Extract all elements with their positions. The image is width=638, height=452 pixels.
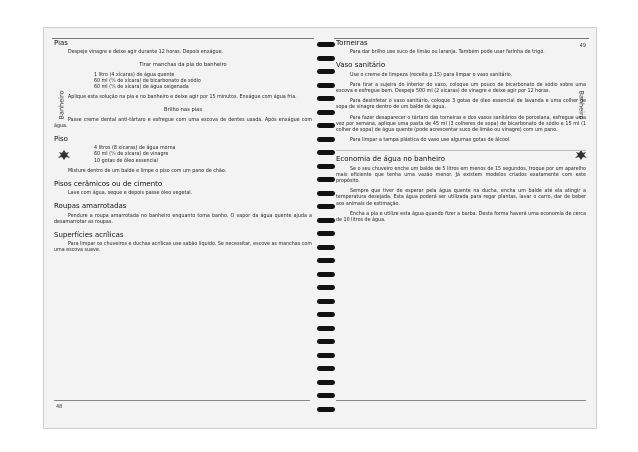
binding-ring: [317, 258, 335, 263]
section-torneiras: [336, 40, 586, 56]
ingredient-list: [54, 146, 312, 165]
ingredient-item: 60 ml (¼ de xícara) de bicarbonato de sódio: [94, 78, 201, 84]
section-brilho: [54, 107, 312, 130]
binding-ring: [317, 299, 335, 304]
ingredient-item: 10 gotas de óleo essencial: [94, 158, 158, 164]
section-title: Piso: [54, 135, 68, 144]
section-title: Superfícies acrílicas: [54, 231, 124, 240]
ingredient-item: 4 litros (8 xícaras) de água morna: [94, 146, 176, 152]
binding-ring: [317, 69, 335, 74]
right-tab-label: Banheiro: [577, 90, 585, 120]
binding-ring: [317, 110, 335, 115]
top-rule-right: [334, 38, 589, 39]
page-number-right: 49: [579, 43, 586, 49]
ingredient-item: 60 ml (¼ de xícara) de água oxigenada: [94, 85, 189, 91]
ingredient-item: 1 litro (4 xícaras) de água quente: [94, 72, 175, 78]
paragraph: Use o creme de limpeza (receita p.15) para limpar o vaso sanitário.: [350, 72, 513, 78]
binding-ring: [317, 137, 335, 142]
section-title: Pias: [54, 40, 68, 47]
section-title: Economia de água no banheiro: [336, 155, 446, 164]
binding-ring: [317, 177, 335, 182]
section-roupas: [54, 203, 312, 226]
section-superficies: [54, 232, 312, 255]
binding-ring: [317, 164, 335, 169]
left-page: [54, 40, 312, 400]
binding-ring: [317, 407, 335, 412]
binding-ring: [317, 245, 335, 250]
binding-ring: [317, 366, 335, 371]
section-pisos-ceramicos: [54, 181, 312, 197]
binding-ring: [317, 204, 335, 209]
section-piso: [54, 136, 312, 175]
binding-ring: [317, 380, 335, 385]
binding-ring: [317, 123, 335, 128]
binding-ring: [317, 231, 335, 236]
right-page: [336, 40, 586, 400]
binding-ring: [317, 96, 335, 101]
section-title: Torneiras: [336, 40, 368, 47]
paragraph: Pendure a roupa amarrotada no banheiro enquanto toma banho. O vapor da água quente ajuda a desamarrotar as roupas.: [54, 213, 312, 225]
binding-ring: [317, 272, 335, 277]
paragraph: Despeje vinagre e deixe agir durante 12 horas. Depois enxágue.: [68, 50, 224, 56]
paragraph: Encha a pia e utilize esta água quando fizer a barba. Desta forma haverá uma economia de cerca de 10 litros de água.: [336, 211, 586, 224]
binding-ring: [317, 218, 335, 223]
binding-ring: [317, 56, 335, 61]
binding-ring: [317, 312, 335, 317]
paragraph: Lave com água, seque e depois passe óleo vegetal.: [68, 191, 193, 197]
left-tab-label: Banheiro: [57, 90, 65, 120]
bottom-rule-left: [54, 400, 310, 401]
section-title: Vaso sanitário: [336, 61, 386, 70]
section-subtitle: Tirar manchas da pia do banheiro: [139, 62, 227, 69]
binding-ring: [317, 339, 335, 344]
binding-ring: [317, 326, 335, 331]
section-vaso: [336, 62, 586, 144]
binding-ring: [317, 285, 335, 290]
paragraph: Para limpar os chuveiros e duchas acrílicas use sabão líquido. Se necessitar, escove as manchas com uma escova suave.: [54, 242, 312, 254]
binding-ring: [317, 150, 335, 155]
ingredient-item: 60 ml (¼ de xícara) de vinagre: [94, 152, 169, 158]
top-rule-left: [52, 38, 314, 39]
paragraph: Para limpar a tampa plástica do vaso use algumas gotas de álcool.: [350, 138, 511, 144]
section-title: Pisos cerâmicos ou de cimento: [54, 180, 163, 189]
binding-ring: [317, 353, 335, 358]
section-tirar-manchas: [54, 62, 312, 101]
binding-ring: [317, 83, 335, 88]
binding-ring: [317, 393, 335, 398]
section-title: Roupas amarrotadas: [54, 202, 127, 211]
paragraph: Para dar brilho use suco de limão ou laranja. Também pode usar farinha de trigo.: [350, 50, 545, 56]
section-subtitle: Brilho nas pias: [163, 107, 203, 114]
paragraph: Para fazer desaparecer o tártaro das torneiras e dos vasos sanitários de porcelana, esfregue uma vez por semana, aplique uma pasta de 45 ml (3 colheres de sopa) de bicarbonato de sódio e 15 ml (1 colher de sopa) de água quente (pode acrescentar suco de limão ou vinagre) com um pano.: [336, 115, 586, 134]
paragraph: Sempre que tiver de esperar pela água quente na ducha, encha um balde até ela atingir a temperatura desejada. Esta água poderá ser utilizada para regar plantas, lavar o carro, dar de beber aos animais de estimação.: [336, 189, 586, 207]
section-economia: [336, 156, 586, 224]
binding-ring: [317, 42, 335, 47]
paragraph: Para tirar a sujeira do interior do vaso, coloque um pouco de bicarbonato de sódio sobre uma escova e esfregue bem. Despeje 500 ml (2 xícaras) de vinagre e deixe agir por 12 horas.: [336, 82, 586, 95]
open-book: [44, 28, 596, 428]
bottom-rule-right: [336, 400, 586, 401]
section-pias: [54, 40, 312, 56]
ingredient-list: [54, 73, 312, 92]
paragraph: Misture dentro de um balde e limpe o piso com um pano de chão.: [68, 168, 227, 174]
section-divider: [336, 150, 586, 151]
paragraph: Aplique esta solução na pia e no banheiro e deixe agir por 15 minutos. Enxágue com água fria.: [68, 95, 297, 101]
paragraph: Para desinfetar o vaso sanitário, coloque 3 gotas de óleo essencial de lavanda e uma colher de sopa de vinagre dentro de um balde de água.: [336, 99, 586, 111]
page-number-left: 48: [56, 404, 63, 410]
spiral-binding: [314, 36, 338, 426]
paragraph: Passe creme dental anti-tártaro e esfregue com uma escova de dentes usada. Após enxágue com água.: [54, 117, 312, 129]
binding-ring: [317, 191, 335, 196]
paragraph: Se o seu chuveiro enche um balde de 5 litros em menos de 15 segundos, troque por um aparelho mais eficiente que tenha uma vazão menor. Já existem modelos criados exatamente com este propósito.: [336, 166, 586, 185]
